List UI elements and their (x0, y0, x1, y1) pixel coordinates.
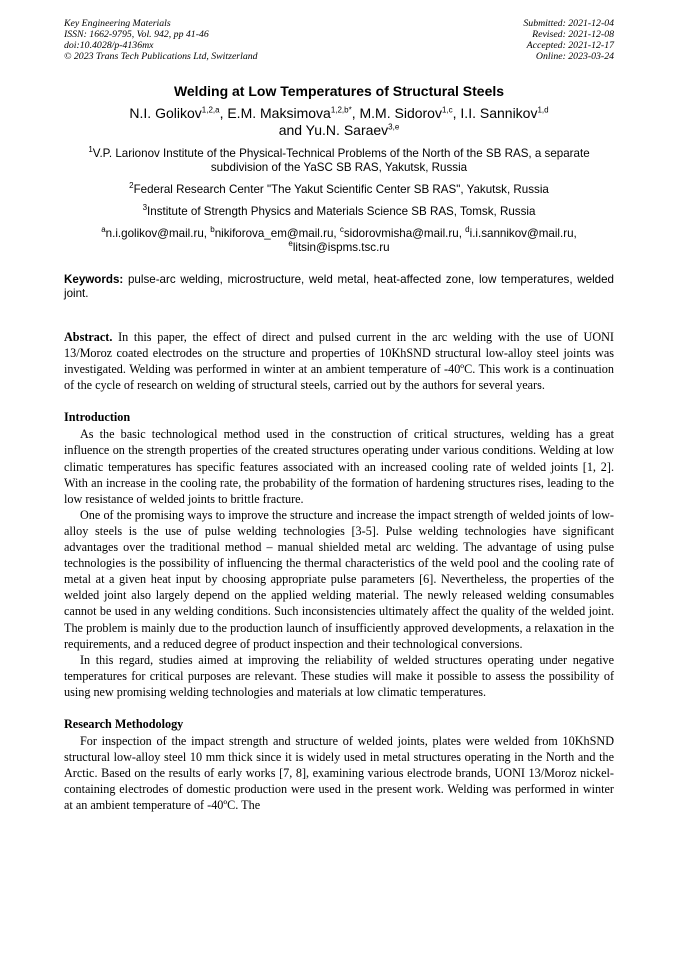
author: I.I. Sannikov$^{1,d}$ (460, 105, 549, 121)
paragraph: As the basic technological method used in the construction of critical structures, welding has a great influence on the strength properties of the created structures operating under various conditions. Welding at low climatic temperatures has specific features associated with an increased cooling rate of welded joints [1, 2]. With an increase in the cooling rate, the probability of the formation of hardening structures rises, leading to the low resistance of welded joints to brittle fracture. (64, 427, 614, 506)
doi-line: doi:10.4028/p-4136mx (64, 40, 154, 51)
affiliation-2: $^2$Federal Research Center "The Yakut Scientific Center SB RAS", Yakutsk, Russia (129, 181, 549, 196)
keywords-label: Keywords: (64, 273, 124, 286)
paragraph: For inspection of the impact strength and structure of welded joints, plates were welded from 10KhSND structural low-alloy steel 10 mm thick since it is widely used in metal structures operating in the North and the Arctic. Based on the results of early works [7, 8], examining various electrode brands, UONI 13/Moroz nickel-containing electrodes of domestic production were used in the present work. Welding was performed in winter at an ambient temperature of -40ºC. The (64, 733, 614, 813)
keywords (64, 273, 614, 301)
journal-info (64, 18, 258, 62)
email-link[interactable]: litsin@ispms.tsc.ru (292, 241, 390, 254)
affiliation-3: $^3$Institute of Strength Physics and Materials Science SB RAS, Tomsk, Russia (142, 203, 536, 218)
section-heading-introduction: Introduction (64, 410, 131, 425)
email-link[interactable]: nikiforova_em@mail.ru, (214, 227, 340, 240)
author: and Yu.N. Saraev$^{3,e}$ (278, 122, 400, 138)
author-emails: $^a$n.i.golikov@mail.ru, $^b$nikiforova_em@mail.ru, $^c$sidorovmisha@mail.ru, $^d$i.i.sannikov@mail.ru, $^e$litsin@ispms.tsc.ru (101, 225, 577, 254)
online-date: Online: 2023-03-24 (535, 51, 614, 62)
affiliation-1: $^1$V.P. Larionov Institute of the Physical-Technical Problems of the North of the SB RAS, a separate subdivision of the YaSC SB RAS, Yakutsk, Russia (88, 145, 590, 174)
author-list (64, 105, 614, 139)
abstract-label: Abstract. (64, 330, 113, 344)
abstract (64, 329, 614, 393)
submission-dates (523, 18, 614, 62)
author: E.M. Maksimova$^{1,2,b*}$, (227, 105, 360, 121)
section-heading-methodology: Research Methodology (64, 716, 184, 731)
paragraph: One of the promising ways to improve the structure and increase the impact strength of welded joints of low-alloy steels is the use of pulse welding technologies [3-5]. Pulse welding technologies have significant advantages over the traditional method – manual shielded metal arc welding. The advantage of using pulse technologies is the possibility of influencing the thermal characteristics of the weld pool and the cooling rate of metal at a given heat input by choosing appropriate pulse parameters [6]. Nevertheless, the properties of the welded joint also largely depend on the applied welding material. The newly released welding consumables cannot be used in any welding conditions. Such inconsistencies ultimately affect the quality of the welded joint. The problem is mainly due to the production launch of insufficiently approved developments, a relaxation in the requirements, and a reduced degree of product inspection and their technological conversions. (64, 507, 614, 651)
issn-line: ISSN: 1662-9795, Vol. 942, pp 41-46 (64, 29, 209, 40)
email-link[interactable]: i.i.sannikov@mail.ru, (469, 227, 577, 240)
author: N.I. Golikov$^{1,2,a}$, (129, 105, 228, 121)
author: M.M. Sidorov$^{1,c}$, (359, 105, 461, 121)
email-link[interactable]: sidorovmisha@mail.ru, (343, 227, 466, 240)
journal-name: Key Engineering Materials (64, 18, 171, 29)
keywords-text: pulse-arc welding, microstructure, weld metal, heat-affected zone, low temperatures, welded joint. (64, 273, 614, 300)
revised-date: Revised: 2021-12-08 (532, 29, 614, 40)
copyright-line: © 2023 Trans Tech Publications Ltd, Switzerland (64, 51, 258, 62)
paper-title: Welding at Low Temperatures of Structural Steels (173, 83, 505, 99)
submitted-date: Submitted: 2021-12-04 (523, 18, 614, 29)
accepted-date: Accepted: 2021-12-17 (526, 40, 614, 51)
email-link[interactable]: n.i.golikov@mail.ru, (105, 227, 211, 240)
journal-header (64, 18, 614, 62)
paragraph: In this regard, studies aimed at improving the reliability of welded structures operating under negative temperatures for critical purposes are relevant. These studies will make it possible to assess the possibility of using new promising welding technologies and materials at low climatic temperatures. (64, 652, 614, 699)
abstract-text: In this paper, the effect of direct and pulsed current in the arc welding with the use of UONI 13/Moroz coated electrodes on the structure and properties of 10KhSND structural low-alloy steel joints was investigated. Welding was performed in winter at an ambient temperature of -40ºC. This work is a continuation of the cycle of research on welding of structural steels, carried out by the authors for several years. (64, 330, 614, 393)
